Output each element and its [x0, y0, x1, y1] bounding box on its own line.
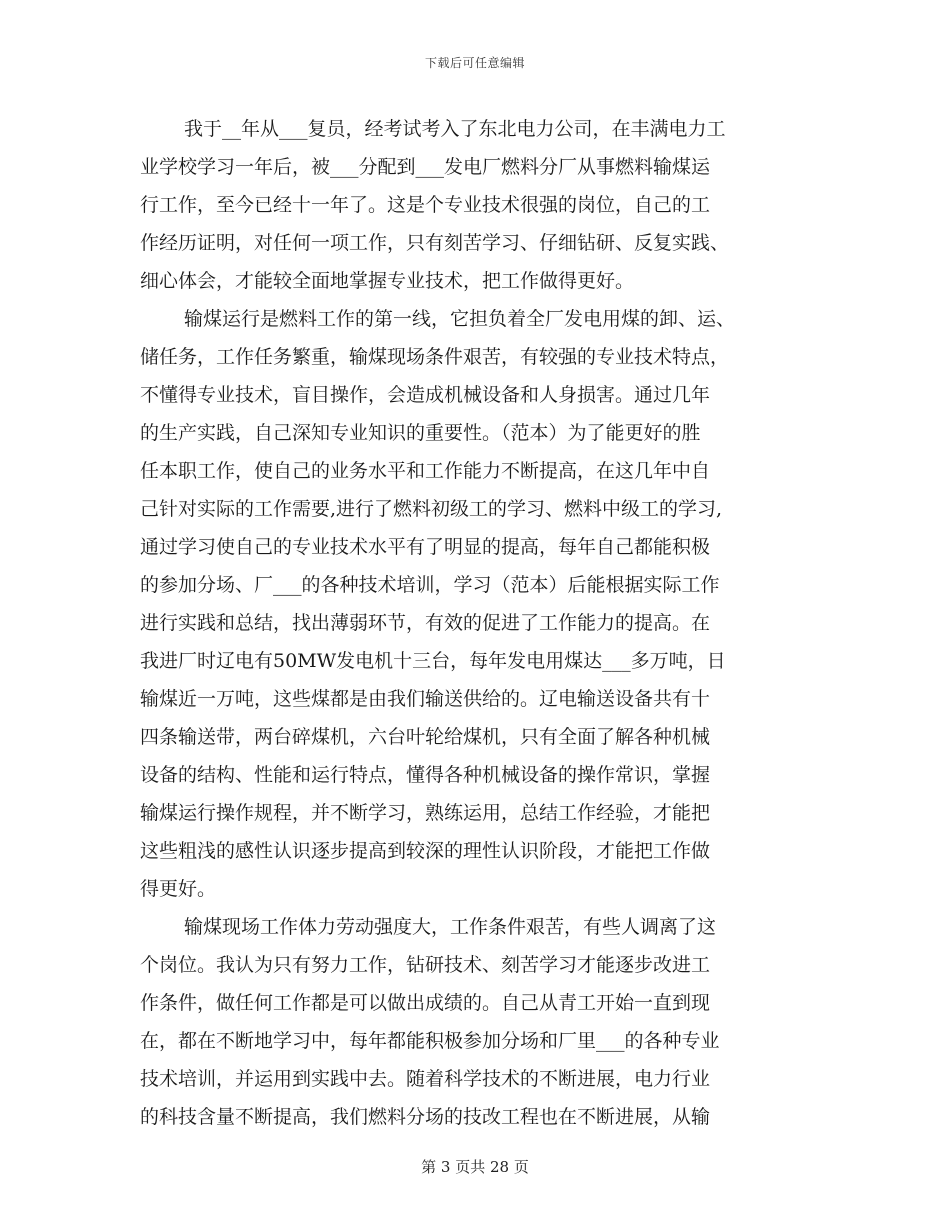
- text-line: 不懂得专业技术，盲目操作，会造成机械设备和人身损害。通过几年: [140, 384, 711, 406]
- text-line: 输煤运行是燃料工作的第一线，它担负着全厂发电用煤的卸、运、: [184, 308, 736, 330]
- text-line: 业学校学习一年后，被___分配到___发电厂燃料分厂从事燃料输煤运: [140, 156, 711, 178]
- text-line: 我进厂时辽电有50MW发电机十三台，每年发电用煤达___多万吨，日: [140, 650, 726, 672]
- paragraph-3: [140, 908, 812, 1136]
- text-line: 输煤现场工作体力劳动强度大，工作条件艰苦，有些人调离了这: [184, 916, 717, 938]
- text-line: 细心体会，才能较全面地掌握专业技术，把工作做得更好。: [140, 270, 635, 292]
- text-line: 己针对实际的工作需要,进行了燃料初级工的学习、燃料中级工的学习,: [140, 498, 723, 520]
- paragraph-2: [140, 300, 812, 908]
- text-line: 储任务，工作任务繁重，输煤现场条件艰苦，有较强的专业技术特点，: [140, 346, 730, 368]
- text-line: 的科技含量不断提高，我们燃料分场的技改工程也在不断进展，从输: [140, 1106, 711, 1128]
- text-line: 在，都在不断地学习中，每年都能积极参加分场和厂里___的各种专业: [140, 1030, 720, 1052]
- text-line: 的生产实践，自己深知专业知识的重要性。（范本）为了能更好的胜: [140, 422, 701, 444]
- text-line: 输煤近一万吨，这些煤都是由我们输送供给的。辽电输送设备共有十: [140, 688, 711, 710]
- text-line: 技术培训，并运用到实践中去。随着科学技术的不断进展，电力行业: [140, 1068, 711, 1090]
- text-line: 通过学习使自己的专业技术水平有了明显的提高，每年自己都能积极: [140, 536, 711, 558]
- text-line: 我于__年从___复员，经考试考入了东北电力公司，在丰满电力工: [184, 118, 726, 140]
- paragraph-1: [140, 110, 812, 300]
- text-line: 设备的结构、性能和运行特点，懂得各种机械设备的操作常识，掌握: [140, 764, 711, 786]
- page-number-footer: 第 3 页共 28 页: [421, 1158, 529, 1176]
- text-line: 这些粗浅的感性认识逐步提高到较深的理性认识阶段，才能把工作做: [140, 840, 711, 862]
- document-body: [140, 110, 812, 1136]
- text-line: 任本职工作，使自己的业务水平和工作能力不断提高，在这几年中自: [140, 460, 711, 482]
- text-line: 进行实践和总结，找出薄弱环节，有效的促进了工作能力的提高。在: [140, 612, 711, 634]
- text-line: 输煤运行操作规程，并不断学习，熟练运用，总结工作经验，才能把: [140, 802, 711, 824]
- text-line: 作条件，做任何工作都是可以做出成绩的。自己从青工开始一直到现: [140, 992, 711, 1014]
- text-line: 作经历证明，对任何一项工作，只有刻苦学习、仔细钻研、反复实践、: [140, 232, 730, 254]
- page-header: 下载后可任意编辑: [424, 56, 525, 70]
- text-line: 四条输送带，两台碎煤机，六台叶轮给煤机，只有全面了解各种机械: [140, 726, 711, 748]
- text-line: 个岗位。我认为只有努力工作，钻研技术、刻苦学习才能逐步改进工: [140, 954, 711, 976]
- text-line: 的参加分场、厂___的各种技术培训，学习（范本）后能根据实际工作: [140, 574, 720, 596]
- text-line: 得更好。: [140, 878, 217, 900]
- text-line: 行工作，至今已经十一年了。这是个专业技术很强的岗位，自己的工: [140, 194, 711, 216]
